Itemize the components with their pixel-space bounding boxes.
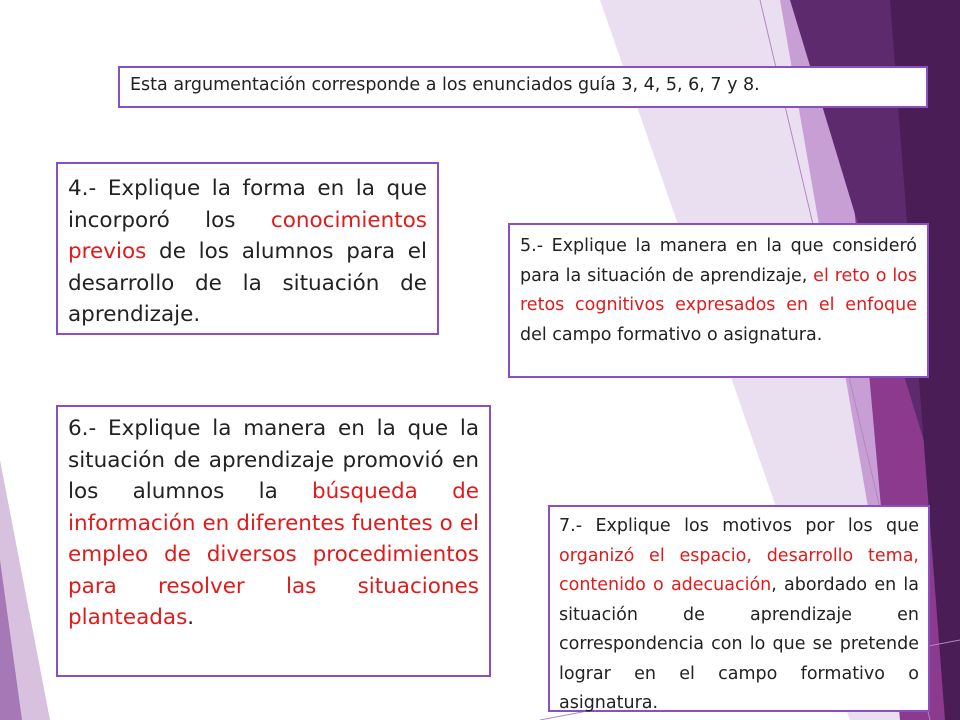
question-4-intro: 4.- Explique la forma en la que incorporó los: [68, 176, 427, 233]
question-5-text: [520, 232, 917, 350]
question-4-highlight: conocimientos previos: [68, 207, 427, 264]
question-6-box: [56, 405, 491, 677]
question-6-text: [68, 413, 479, 634]
question-5-box: [508, 223, 929, 378]
question-7-text: [559, 512, 919, 719]
question-5-highlight: el reto o los retos cognitivos expresados en el enfoque: [520, 265, 917, 315]
question-4-outro: de los alumnos para el desarrollo de la situación de aprendizaje.: [68, 239, 427, 327]
question-5-intro: 5.- Explique la manera en la que consideró para la situación de aprendizaje,: [520, 236, 917, 286]
question-7-intro: 7.- Explique los motivos por los que: [559, 516, 919, 536]
question-4-box: [56, 162, 439, 335]
question-6-intro: 6.- Explique la manera en la que la situación de aprendizaje promovió en los alumnos la: [68, 416, 479, 504]
question-5-outro: del campo formativo o asignatura.: [520, 324, 823, 345]
header-box: [118, 66, 928, 108]
question-6-highlight: búsqueda de información en diferentes fuentes o el empleo de diversos procedimientos para resolver las situaciones planteadas: [68, 479, 479, 630]
question-7-highlight: organizó el espacio, desarrollo tema, contenido o adecuación: [559, 545, 919, 595]
question-7-box: [548, 505, 930, 712]
header-text: Esta argumentación corresponde a los enunciados guía 3, 4, 5, 6, 7 y 8.: [130, 75, 760, 95]
question-4-text: [68, 173, 427, 331]
question-6-outro: .: [187, 605, 195, 630]
question-7-outro: , abordado en la situación de aprendizaje en correspondencia con lo que se pretende lograr en el campo formativo o asignatura.: [559, 575, 919, 713]
